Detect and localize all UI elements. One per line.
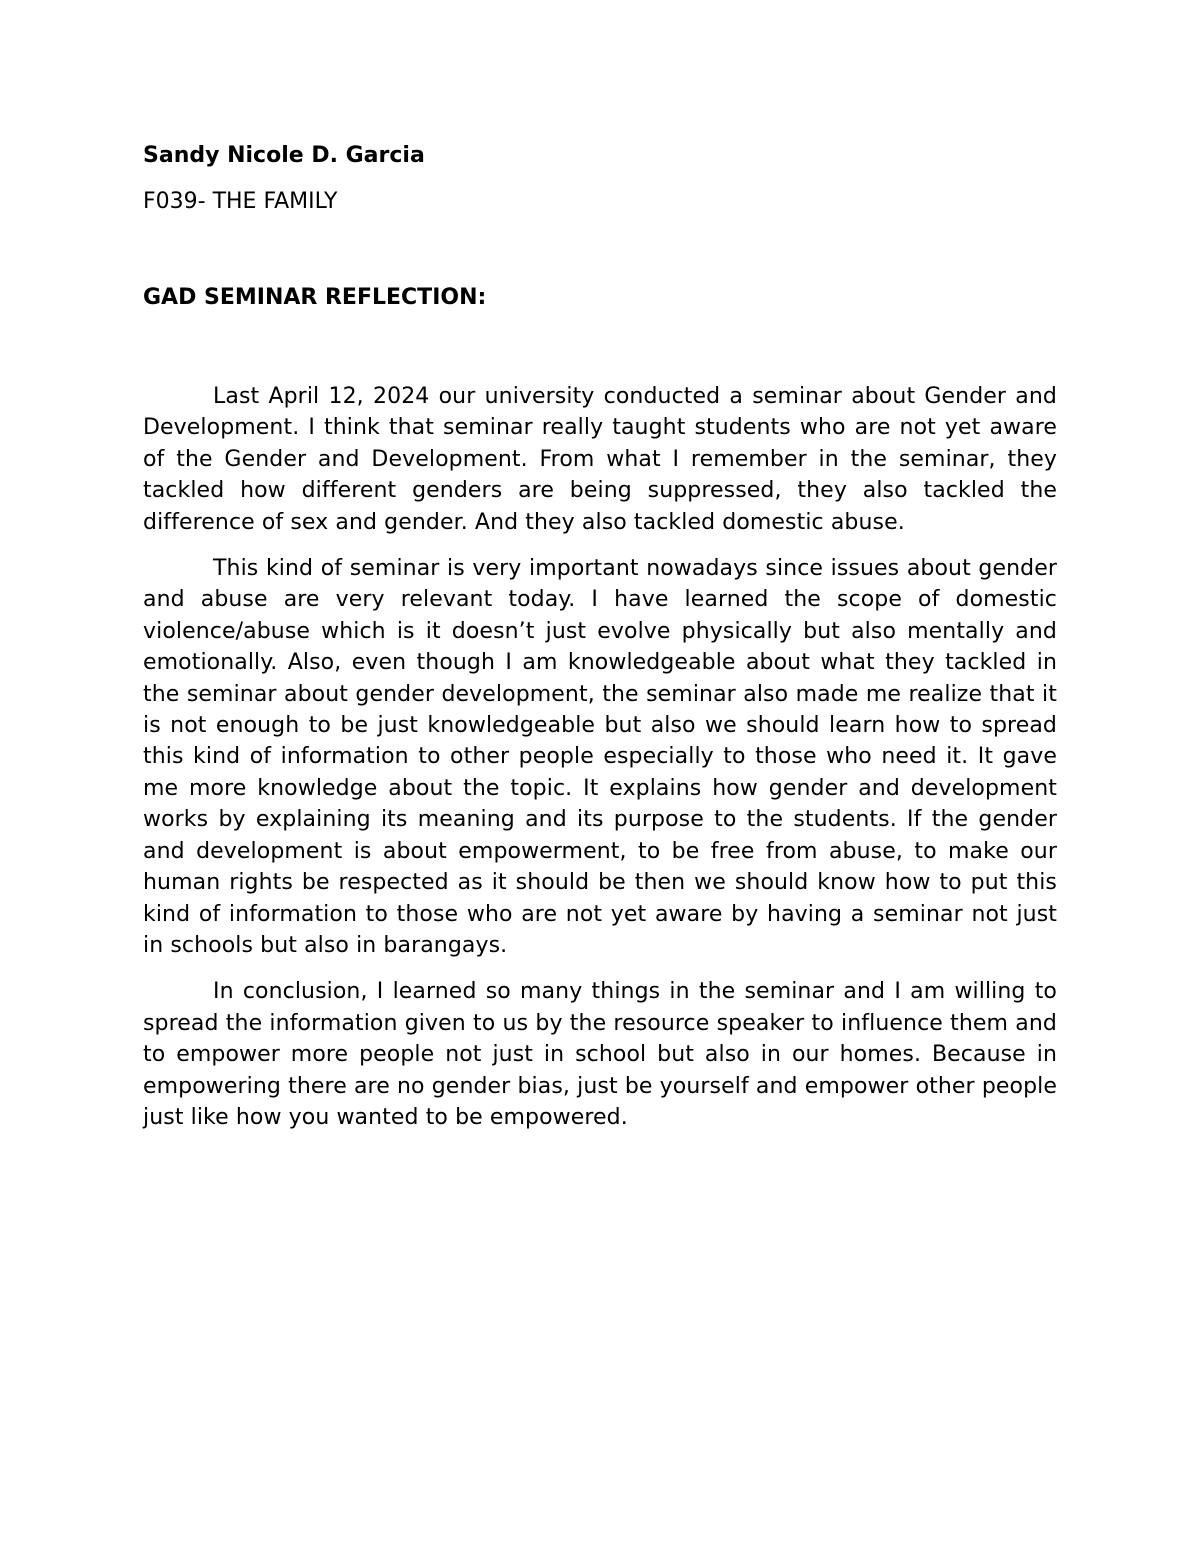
document-title: GAD SEMINAR REFLECTION:: [143, 285, 487, 310]
paragraph-conclusion: In conclusion, I learned so many things in the seminar and I am willing to spread the information given to us by the resource speaker to influence them and to empower more people not just in school but also in our homes. Because in empowering there are no gender bias, just be yourself and empower other people just like how you wanted to be empowered.: [143, 979, 1057, 1130]
course-title: F039- THE FAMILY: [143, 189, 338, 214]
document-content: [143, 139, 1057, 1133]
author-name: Sandy Nicole D. Garcia: [143, 143, 425, 168]
paragraph-body: This kind of seminar is very important nowadays since issues about gender and abuse are very relevant today. I have learned the scope of domestic violence/abuse which is it doesn’t just evolve physically but also mentally and emotionally. Also, even though I am knowledgeable about what they tackled in the seminar about gender development, the seminar also made me realize that it is not enough to be just knowledgeable but also we should learn how to spread this kind of information to other people especially to those who need it. It gave me more knowledge about the topic. It explains how gender and development works by explaining its meaning and its purpose to the students. If the gender and development is about empowerment, to be free from abuse, to make our human rights be respected as it should be then we should know how to put this kind of information to those who are not yet aware by having a seminar not just in schools but also in barangays.: [143, 556, 1057, 958]
paragraph-introduction: Last April 12, 2024 our university conducted a seminar about Gender and Development. I think that seminar really taught students who are not yet aware of the Gender and Development. From what I remember in the seminar, they tackled how different genders are being suppressed, they also tackled the difference of sex and gender. And they also tackled domestic abuse.: [143, 384, 1057, 535]
